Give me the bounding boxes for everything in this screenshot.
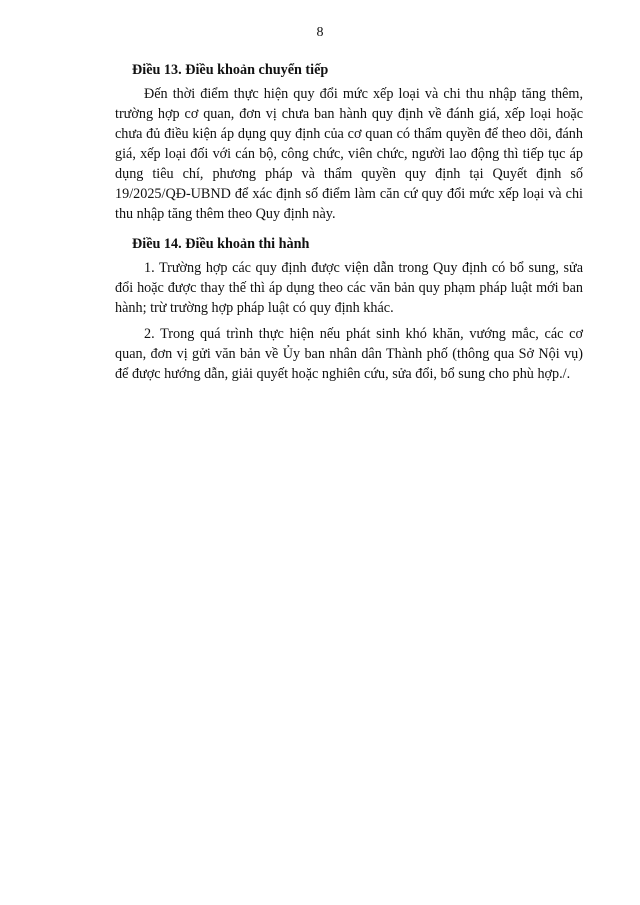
article-13-heading: Điều 13. Điều khoản chuyển tiếp — [132, 62, 329, 78]
page-number: 8 — [316, 25, 324, 40]
article-14-paragraph-1: 1. Trường hợp các quy định được viện dẫn trong Quy định có bổ sung, sửa đổi hoặc được thay thế thì áp dụng theo các văn bản quy phạm pháp luật mới ban hành; trừ trường hợp pháp luật có quy định khác. — [115, 260, 583, 316]
article-13-paragraph-1: Đến thời điểm thực hiện quy đổi mức xếp loại và chi thu nhập tăng thêm, trường hợp cơ quan, đơn vị chưa ban hành quy định về đánh giá, xếp loại hoặc chưa đủ điều kiện áp dụng quy định của cơ quan có thẩm quyền để theo dõi, đánh giá, xếp loại đối với cán bộ, công chức, viên chức, người lao động thì tiếp tục áp dụng tiêu chí, phương pháp và thẩm quyền quy định tại Quyết định số 19/2025/QĐ-UBND để xác định số điểm làm căn cứ quy đổi mức xếp loại và chi thu nhập tăng thêm theo Quy định này. — [115, 86, 583, 222]
article-14-heading: Điều 14. Điều khoản thi hành — [132, 236, 310, 252]
article-14-paragraph-2: 2. Trong quá trình thực hiện nếu phát sinh khó khăn, vướng mắc, các cơ quan, đơn vị gửi văn bản về Ủy ban nhân dân Thành phố (thông qua Sở Nội vụ) để được hướng dẫn, giải quyết hoặc nghiên cứu, sửa đổi, bổ sung cho phù hợp./. — [115, 326, 583, 382]
